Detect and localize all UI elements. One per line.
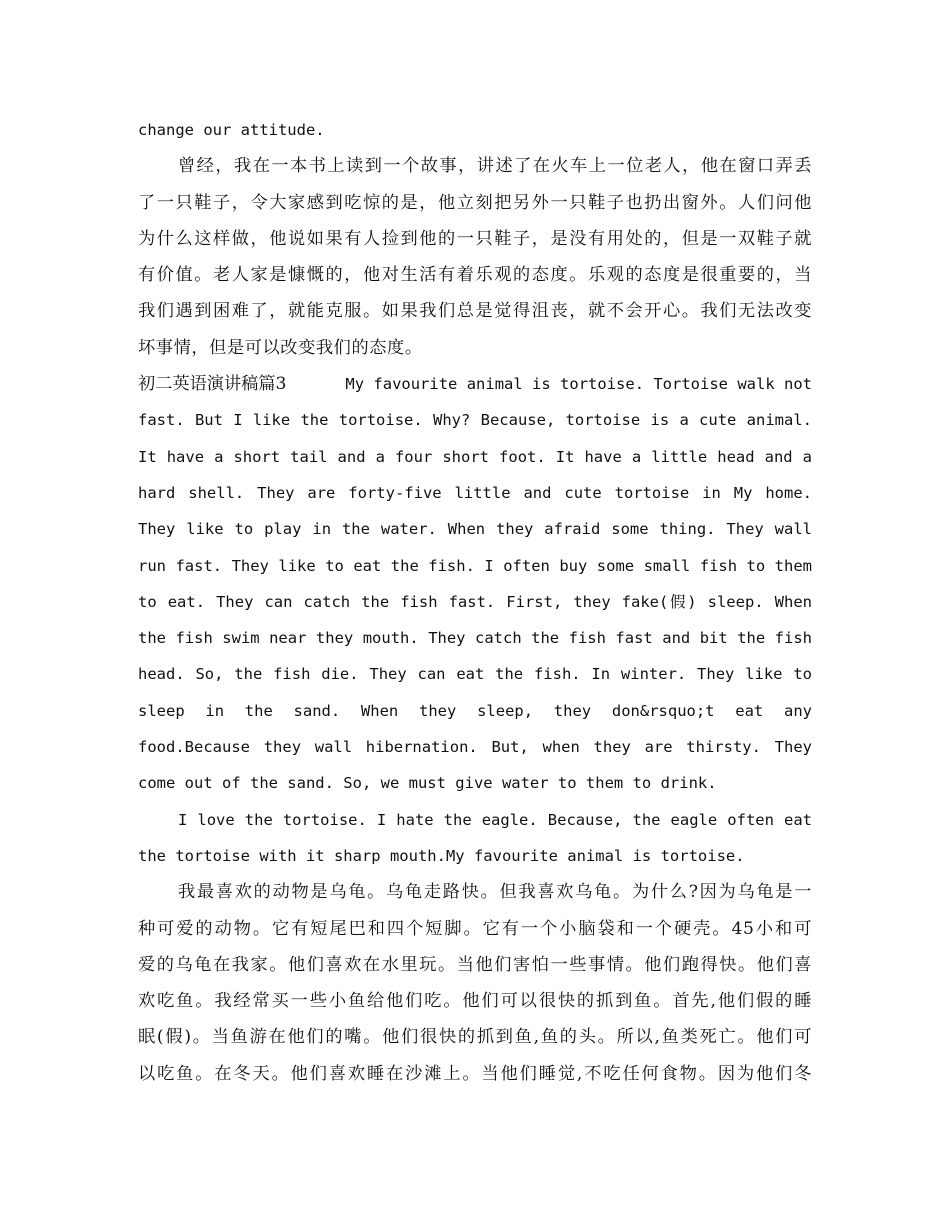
text-line: 爱的乌龟在我家。他们喜欢在水里玩。当他们害怕一些事情。他们跑得快。他们喜 xyxy=(138,954,812,975)
text-line: run fast. They like to eat the fish. I often buy some small fish to them xyxy=(138,556,812,575)
text-line: the tortoise with it sharp mouth.My favourite animal is tortoise. xyxy=(138,846,745,865)
text-line: My favourite animal is tortoise. Tortoise walk not xyxy=(345,375,812,394)
text-line: 种可爱的动物。它有短尾巴和四个短脚。它有一个小脑袋和一个硬壳。45小和可 xyxy=(138,918,812,939)
text-line: head. So, the fish die. They can eat the fish. In winter. They like to xyxy=(138,665,812,684)
text-line: It have a short tail and a four short foot. It have a little head and a xyxy=(138,447,812,466)
text-line: sleep in the sand. When they sleep, they don&rsquo;t eat any xyxy=(138,701,812,720)
text-line: 我最喜欢的动物是乌龟。乌龟走路快。但我喜欢乌龟。为什么?因为乌龟是一 xyxy=(178,882,812,903)
text-line: the fish swim near they mouth. They catch the fish fast and bit the fish xyxy=(138,629,812,648)
text-line: 我们遇到困难了，就能克服。如果我们总是觉得沮丧，就不会开心。我们无法改变 xyxy=(138,301,812,322)
document-page xyxy=(138,112,812,1092)
text-line: 为什么这样做，他说如果有人捡到他的一只鞋子，是没有用处的，但是一双鞋子就 xyxy=(138,228,812,249)
text-line: to eat. They can catch the fish fast. First, they fake(假) sleep. When xyxy=(138,592,812,611)
text-line: 了一只鞋子，令大家感到吃惊的是，他立刻把另外一只鞋子也扔出窗外。人们问他 xyxy=(138,192,812,213)
text-line: 欢吃鱼。我经常买一些小鱼给他们吃。他们可以很快的抓到鱼。首先,他们假的睡 xyxy=(138,991,812,1012)
section-heading: 初二英语演讲稿篇3 xyxy=(138,374,287,395)
text-line: change our attitude. xyxy=(138,121,325,139)
text-line: I love the tortoise. I hate the eagle. Because, the eagle often eat xyxy=(178,810,812,829)
text-line: hard shell. They are forty-five little and cute tortoise in My home. xyxy=(138,483,812,502)
text-line: 坏事情，但是可以改变我们的态度。 xyxy=(138,337,423,358)
text-line: 有价值。老人家是慷慨的，他对生活有着乐观的态度。乐观的态度是很重要的，当 xyxy=(138,265,812,286)
text-line: come out of the sand. So, we must give water to them to drink. xyxy=(138,774,717,793)
text-line: They like to play in the water. When they afraid some thing. They wall xyxy=(138,520,812,539)
text-line: 曾经，我在一本书上读到一个故事，讲述了在火车上一位老人，他在窗口弄丢 xyxy=(178,156,812,177)
text-line: 眠(假)。当鱼游在他们的嘴。他们很快的抓到鱼,鱼的头。所以,鱼类死亡。他们可 xyxy=(138,1027,812,1048)
speech-heading-line xyxy=(138,366,812,402)
text-line: fast. But I like the tortoise. Why? Because, tortoise is a cute animal. xyxy=(138,411,812,430)
text-line: 以吃鱼。在冬天。他们喜欢睡在沙滩上。当他们睡觉,不吃任何食物。因为他们冬 xyxy=(138,1063,812,1084)
text-line: food.Because they wall hibernation. But, when they are thirsty. They xyxy=(138,738,812,757)
